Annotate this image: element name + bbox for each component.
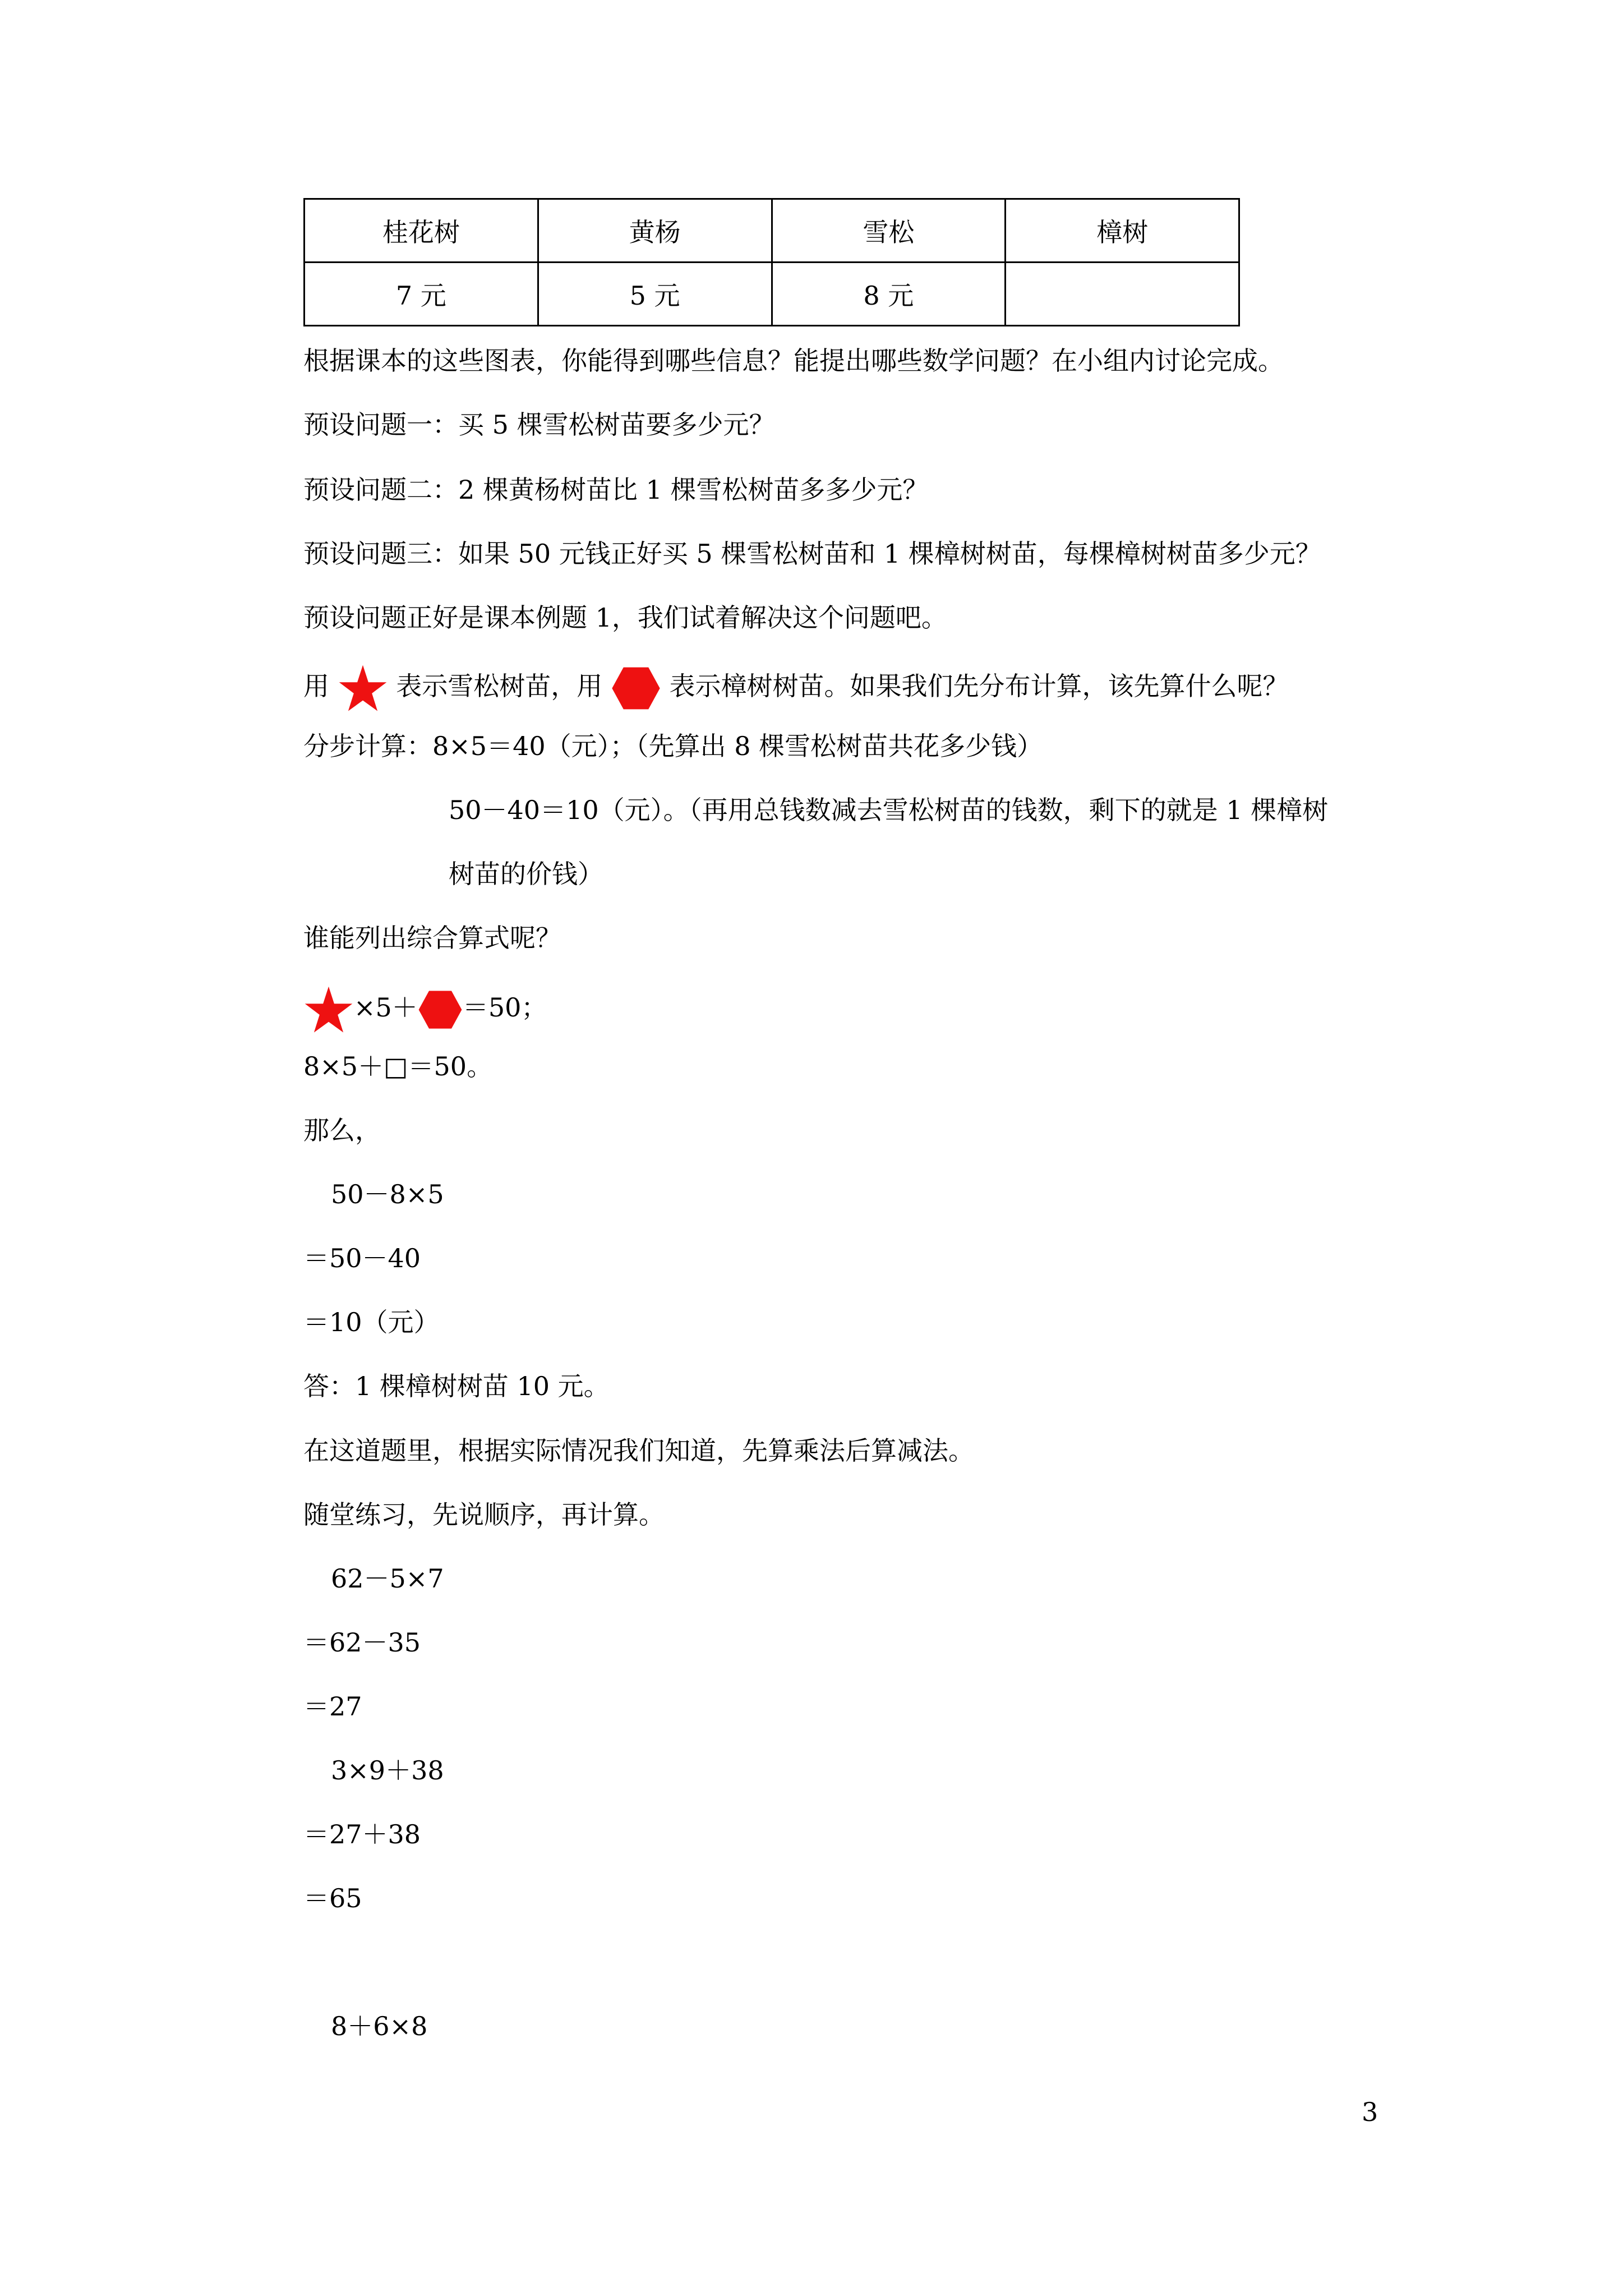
table-cell: 5 元 [538, 263, 772, 326]
paragraph-text: 预设问题二：2 棵黄杨树苗比 1 棵雪松树苗多多少元？ [303, 475, 929, 505]
paragraph-text: 预设问题三：如果 50 元钱正好买 5 棵雪松树苗和 1 棵樟树树苗，每棵樟树树苗多少元？ [303, 539, 1321, 569]
formula-with-shapes [303, 984, 547, 1035]
paragraph-text: 表示雪松树苗，用 [396, 671, 603, 701]
paragraph-text: 预设问题正好是课本例题 1，我们试着解决这个问题吧。 [303, 602, 947, 633]
table-cell: 8 元 [772, 263, 1006, 326]
table-cell [1006, 263, 1239, 326]
red-hexagon-icon [611, 666, 661, 711]
calculation-line: ＝27 [303, 1691, 362, 1722]
paragraph-text: 那么， [303, 1115, 381, 1145]
paragraph-text: 表示樟树树苗。如果我们先分布计算，该先算什么呢？ [669, 671, 1289, 701]
paragraph-text: 8×5＋□＝50。 [303, 1051, 493, 1082]
calculation-line: ＝27＋38 [303, 1819, 421, 1849]
calculation-line: ＝50－40 [303, 1243, 421, 1273]
paragraph-with-shapes [303, 663, 1289, 714]
paragraph-text: 根据课本的这些图表，你能得到哪些信息？能提出哪些数学问题？在小组内讨论完成。 [303, 346, 1284, 376]
table-cell: 桂花树 [305, 199, 538, 263]
calculation-line: ＝10（元） [303, 1307, 440, 1337]
table-cell: 雪松 [772, 199, 1006, 263]
tree-price-table [303, 198, 1240, 326]
paragraph-text: 答：1 棵樟树树苗 10 元。 [303, 1371, 610, 1401]
red-star-icon [338, 663, 388, 714]
calculation-line: ＝62－35 [303, 1627, 421, 1658]
calculation-line: ＝65 [303, 1883, 362, 1913]
table-cell: 7 元 [305, 263, 538, 326]
calculation-line: 8＋6×8 [331, 2011, 428, 2041]
table-header-row [305, 199, 1239, 263]
paragraph-text: 50－40＝10（元）。（再用总钱数减去雪松树苗的钱数，剩下的就是 1 棵樟树 [449, 795, 1329, 825]
calculation-line: 3×9＋38 [331, 1755, 444, 1786]
red-hexagon-icon [418, 990, 463, 1030]
table-cell: 黄杨 [538, 199, 772, 263]
paragraph-text: 分步计算：8×5＝40（元）；（先算出 8 棵雪松树苗共花多少钱） [303, 731, 1043, 761]
red-star-icon [303, 984, 354, 1035]
page-number: 3 [1362, 2097, 1378, 2127]
paragraph-text: 树苗的价钱） [449, 859, 603, 889]
calculation-line: 50－8×5 [331, 1179, 444, 1209]
formula-text: ×5＋ [354, 992, 418, 1023]
paragraph-text: 用 [303, 671, 329, 701]
calculation-line: 62－5×7 [331, 1563, 444, 1594]
table-price-row [305, 263, 1239, 326]
paragraph-text: 谁能列出综合算式呢？ [303, 923, 561, 953]
paragraph-text: 预设问题一：买 5 棵雪松树苗要多少元？ [303, 409, 775, 440]
formula-text: ＝50； [462, 992, 547, 1023]
paragraph-text: 随堂练习，先说顺序，再计算。 [303, 1499, 665, 1530]
table-cell: 樟树 [1006, 199, 1239, 263]
paragraph-text: 在这道题里，根据实际情况我们知道，先算乘法后算减法。 [303, 1435, 974, 1466]
